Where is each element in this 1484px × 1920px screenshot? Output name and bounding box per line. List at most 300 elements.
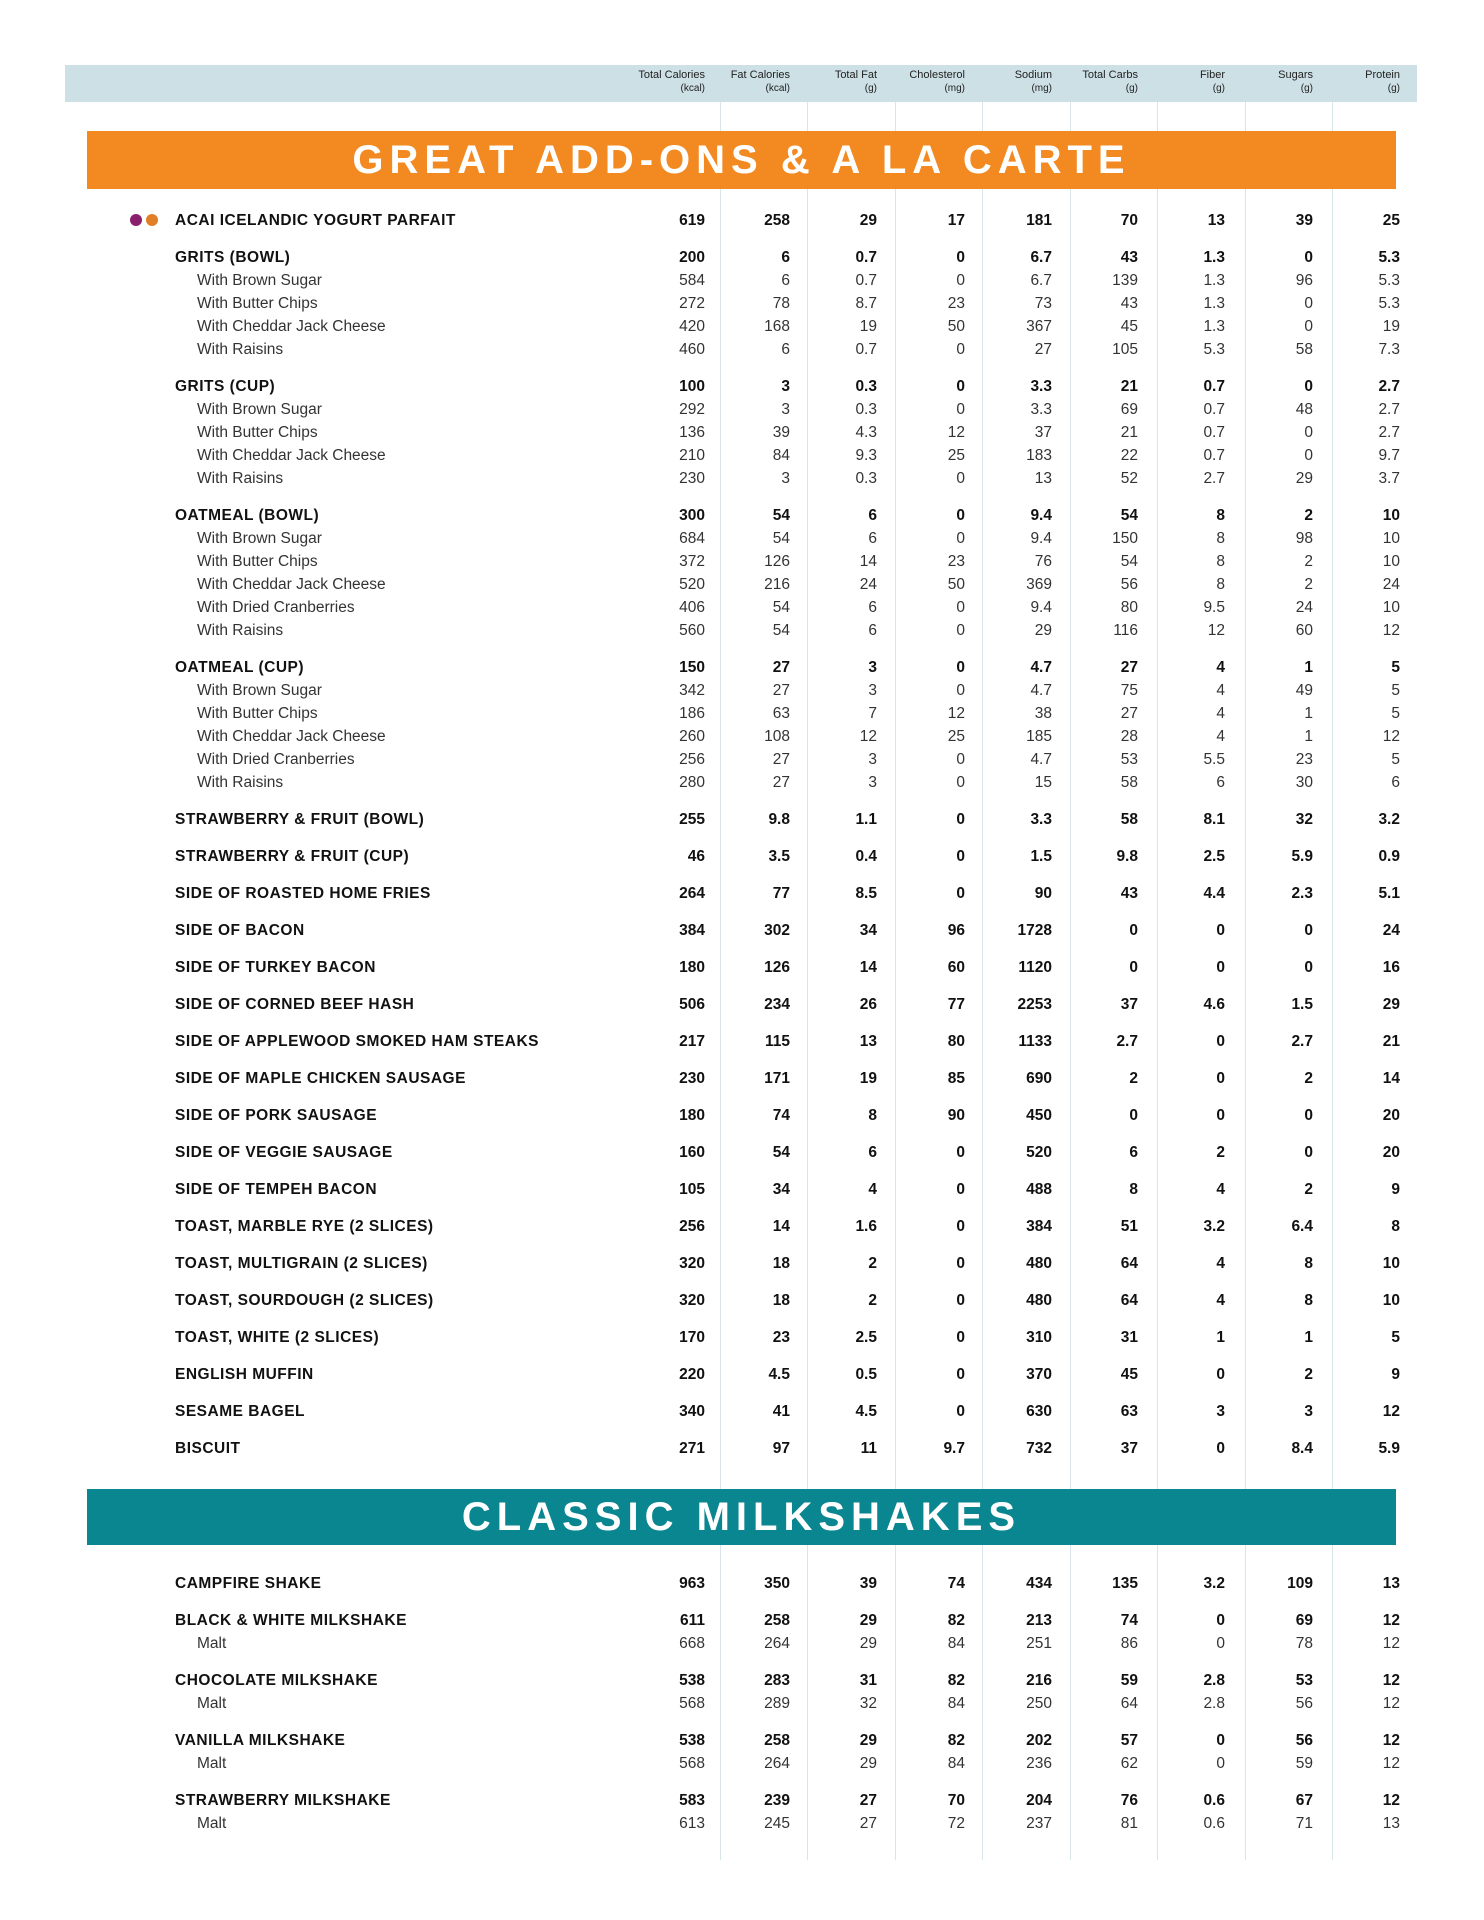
nutrient-value: 2.5 — [855, 1329, 877, 1346]
nutrient-value: 0 — [1216, 1635, 1225, 1652]
nutrient-value: 0 — [956, 599, 965, 616]
nutrient-value: 32 — [859, 1695, 877, 1712]
nutrient-value: 7.3 — [1378, 341, 1400, 358]
nutrient-value: 186 — [679, 705, 705, 722]
nutrient-value: 200 — [679, 249, 705, 266]
nutrient-value: 0 — [956, 659, 965, 676]
nutrient-value: 0 — [1216, 1440, 1225, 1457]
nutrient-value: 1 — [1304, 659, 1313, 676]
nutrient-value: 256 — [679, 1218, 705, 1235]
nutrient-value: 3 — [868, 751, 877, 768]
column-header-unit: (kcal) — [680, 83, 705, 94]
nutrient-value: 139 — [1112, 272, 1138, 289]
nutrient-value: 2 — [1304, 1366, 1313, 1383]
table-subrow — [0, 269, 1484, 292]
nutrient-value: 126 — [764, 553, 790, 570]
item-name: With Cheddar Jack Cheese — [197, 447, 386, 464]
nutrient-value: 21 — [1382, 1033, 1400, 1050]
nutrient-value: 0 — [1304, 249, 1313, 266]
nutrient-value: 5.9 — [1291, 848, 1313, 865]
nutrient-value: 369 — [1026, 576, 1052, 593]
item-name: With Cheddar Jack Cheese — [197, 728, 386, 745]
nutrient-value: 280 — [679, 774, 705, 791]
nutrient-value: 14 — [1382, 1070, 1400, 1087]
item-name: Malt — [197, 1815, 227, 1832]
nutrient-value: 60 — [947, 959, 965, 976]
nutrient-value: 5.3 — [1378, 295, 1400, 312]
table-row — [0, 1572, 1484, 1595]
section-title-add-ons: GREAT ADD-ONS & A LA CARTE — [87, 131, 1396, 189]
table-row — [0, 845, 1484, 868]
nutrient-value: 2.7 — [1203, 470, 1225, 487]
item-name: With Brown Sugar — [197, 272, 322, 289]
nutrient-value: 74 — [947, 1575, 965, 1592]
nutrient-value: 58 — [1120, 774, 1138, 791]
table-row — [0, 1400, 1484, 1423]
column-header — [1125, 69, 1225, 95]
nutrient-value: 310 — [1026, 1329, 1052, 1346]
nutrient-value: 12 — [1382, 1612, 1400, 1629]
nutrient-value: 4.5 — [768, 1366, 790, 1383]
nutrient-value: 0.6 — [1203, 1792, 1225, 1809]
nutrient-value: 4.4 — [1203, 885, 1225, 902]
nutrient-value: 12 — [1382, 1672, 1400, 1689]
nutrient-value: 8 — [1216, 507, 1225, 524]
gluten-free-icon — [146, 214, 158, 226]
column-header — [1038, 69, 1138, 95]
nutrient-value: 6 — [781, 272, 790, 289]
nutrient-value: 85 — [947, 1070, 965, 1087]
nutrient-value: 45 — [1120, 1366, 1138, 1383]
nutrient-value: 27 — [772, 751, 790, 768]
nutrient-value: 234 — [764, 996, 790, 1013]
nutrient-value: 12 — [947, 424, 965, 441]
nutrient-value: 963 — [679, 1575, 705, 1592]
nutrient-value: 3 — [868, 682, 877, 699]
table-subrow — [0, 619, 1484, 642]
table-row — [0, 375, 1484, 398]
nutrient-value: 108 — [764, 728, 790, 745]
nutrient-value: 23 — [947, 295, 965, 312]
nutrient-value: 6 — [1129, 1144, 1138, 1161]
nutrient-value: 0.9 — [1378, 848, 1400, 865]
nutrient-value: 258 — [764, 1732, 790, 1749]
nutrient-value: 0 — [956, 774, 965, 791]
column-header — [690, 69, 790, 95]
table-row — [0, 1363, 1484, 1386]
item-name: SIDE OF APPLEWOOD SMOKED HAM STEAKS — [175, 1033, 539, 1050]
nutrient-value: 0 — [956, 622, 965, 639]
nutrient-value: 583 — [679, 1792, 705, 1809]
nutrient-value: 1728 — [1017, 922, 1052, 939]
nutrient-value: 54 — [772, 622, 790, 639]
table-subrow — [0, 596, 1484, 619]
nutrient-value: 13 — [859, 1033, 877, 1050]
nutrient-value: 80 — [1120, 599, 1138, 616]
nutrient-value: 84 — [947, 1635, 965, 1652]
nutrient-value: 0 — [1304, 1144, 1313, 1161]
nutrient-value: 6 — [1391, 774, 1400, 791]
nutrient-value: 27 — [1120, 659, 1138, 676]
nutrient-value: 58 — [1120, 811, 1138, 828]
nutrient-value: 3 — [1216, 1403, 1225, 1420]
nutrient-value: 300 — [679, 507, 705, 524]
nutrient-value: 5.3 — [1378, 249, 1400, 266]
item-name: With Dried Cranberries — [197, 751, 355, 768]
nutrient-value: 9.7 — [1378, 447, 1400, 464]
nutrient-value: 71 — [1295, 1815, 1313, 1832]
column-header-unit: (mg) — [944, 83, 965, 94]
nutrient-value: 77 — [947, 996, 965, 1013]
nutrient-value: 63 — [1120, 1403, 1138, 1420]
nutrient-value: 23 — [1295, 751, 1313, 768]
column-header-label: Sodium — [1014, 69, 1052, 81]
nutrient-value: 230 — [679, 470, 705, 487]
nutrient-value: 98 — [1295, 530, 1313, 547]
nutrient-value: 520 — [1026, 1144, 1052, 1161]
nutrient-value: 53 — [1295, 1672, 1313, 1689]
nutrient-value: 0 — [956, 848, 965, 865]
nutrient-value: 4 — [1216, 1181, 1225, 1198]
table-row — [0, 209, 1484, 232]
nutrient-value: 1.1 — [855, 811, 877, 828]
nutrient-value: 12 — [1382, 1403, 1400, 1420]
nutrient-value: 150 — [1112, 530, 1138, 547]
nutrient-value: 49 — [1295, 682, 1313, 699]
nutrient-value: 2.8 — [1203, 1695, 1225, 1712]
nutrient-value: 67 — [1295, 1792, 1313, 1809]
column-header-label: Total Fat — [834, 69, 877, 81]
nutrient-value: 7 — [868, 705, 877, 722]
nutrient-value: 84 — [772, 447, 790, 464]
nutrient-value: 29 — [1295, 470, 1313, 487]
nutrient-value: 39 — [859, 1575, 877, 1592]
nutrient-value: 64 — [1120, 1695, 1138, 1712]
table-subrow — [0, 467, 1484, 490]
nutrient-value: 70 — [1120, 212, 1138, 229]
table-subrow — [0, 338, 1484, 361]
nutrient-value: 0 — [956, 1403, 965, 1420]
nutrient-value: 0 — [956, 1144, 965, 1161]
nutrient-value: 12 — [1382, 1635, 1400, 1652]
nutrient-value: 1.6 — [855, 1218, 877, 1235]
nutrient-value: 2.7 — [1378, 401, 1400, 418]
nutrient-value: 0 — [956, 249, 965, 266]
nutrient-value: 16 — [1382, 959, 1400, 976]
nutrient-value: 170 — [679, 1329, 705, 1346]
nutrient-value: 105 — [1112, 341, 1138, 358]
nutrient-value: 12 — [1382, 1732, 1400, 1749]
nutrient-value: 2 — [1304, 576, 1313, 593]
item-name: With Raisins — [197, 622, 284, 639]
nutrient-value: 2.7 — [1378, 424, 1400, 441]
nutrient-value: 37 — [1120, 1440, 1138, 1457]
nutrient-value: 220 — [679, 1366, 705, 1383]
table-row — [0, 1729, 1484, 1752]
nutrient-value: 39 — [772, 424, 790, 441]
nutrient-value: 59 — [1295, 1755, 1313, 1772]
nutrient-value: 4 — [1216, 659, 1225, 676]
nutrient-value: 8.1 — [1203, 811, 1225, 828]
nutrient-value: 6.7 — [1030, 249, 1052, 266]
nutrient-value: 100 — [679, 378, 705, 395]
table-row — [0, 1669, 1484, 1692]
nutrient-value: 74 — [1120, 1612, 1138, 1629]
table-subrow — [0, 679, 1484, 702]
nutrient-value: 283 — [764, 1672, 790, 1689]
nutrient-value: 3.5 — [768, 848, 790, 865]
column-header-unit: (g) — [1212, 83, 1225, 94]
nutrient-value: 6 — [868, 599, 877, 616]
nutrient-value: 12 — [1207, 622, 1225, 639]
nutrient-value: 48 — [1295, 401, 1313, 418]
nutrient-value: 73 — [1034, 295, 1052, 312]
nutrient-value: 613 — [679, 1815, 705, 1832]
nutrient-value: 24 — [1382, 922, 1400, 939]
nutrient-value: 342 — [679, 682, 705, 699]
nutrient-value: 480 — [1026, 1292, 1052, 1309]
nutrient-value: 434 — [1026, 1575, 1052, 1592]
nutrient-value: 6 — [781, 249, 790, 266]
item-name: Malt — [197, 1635, 227, 1652]
nutrient-value: 64 — [1120, 1255, 1138, 1272]
nutrient-value: 51 — [1120, 1218, 1138, 1235]
nutrient-value: 230 — [679, 1070, 705, 1087]
nutrient-value: 256 — [679, 751, 705, 768]
nutrient-value: 54 — [1120, 507, 1138, 524]
nutrient-value: 77 — [772, 885, 790, 902]
nutrient-value: 9 — [1391, 1366, 1400, 1383]
nutrient-value: 25 — [947, 728, 965, 745]
nutrient-value: 180 — [679, 1107, 705, 1124]
item-name: TOAST, SOURDOUGH (2 SLICES) — [175, 1292, 434, 1309]
nutrient-value: 350 — [764, 1575, 790, 1592]
nutrient-value: 3 — [781, 378, 790, 395]
nutrient-value: 0.7 — [1203, 378, 1225, 395]
column-header-label: Fat Calories — [730, 69, 790, 81]
column-header-label: Protein — [1365, 69, 1400, 81]
nutrient-value: 6 — [868, 530, 877, 547]
nutrient-value: 13 — [1382, 1575, 1400, 1592]
nutrient-value: 78 — [1295, 1635, 1313, 1652]
item-name: With Brown Sugar — [197, 530, 322, 547]
item-name: With Raisins — [197, 470, 284, 487]
nutrient-value: 1133 — [1018, 1033, 1052, 1050]
nutrient-value: 217 — [679, 1033, 705, 1050]
nutrient-value: 6.4 — [1291, 1218, 1313, 1235]
nutrient-value: 3 — [781, 401, 790, 418]
nutrient-value: 24 — [859, 576, 877, 593]
item-name: SESAME BAGEL — [175, 1403, 306, 1420]
nutrient-value: 450 — [1026, 1107, 1052, 1124]
nutrient-value: 116 — [1113, 622, 1138, 639]
nutrient-value: 69 — [1120, 401, 1138, 418]
table-subrow — [0, 292, 1484, 315]
nutrient-value: 1 — [1304, 705, 1313, 722]
column-header-label: Sugars — [1278, 69, 1313, 81]
nutrient-value: 54 — [1120, 553, 1138, 570]
nutrient-value: 18 — [772, 1255, 790, 1272]
nutrient-value: 2 — [1304, 507, 1313, 524]
nutrient-value: 10 — [1382, 1292, 1400, 1309]
nutrient-value: 9.4 — [1030, 507, 1052, 524]
nutrient-value: 0 — [956, 401, 965, 418]
column-header-label: Total Carbs — [1082, 69, 1138, 81]
nutrient-value: 43 — [1120, 249, 1138, 266]
table-subrow — [0, 771, 1484, 794]
table-row — [0, 504, 1484, 527]
item-name: SIDE OF TEMPEH BACON — [175, 1181, 378, 1198]
nutrient-value: 136 — [679, 424, 705, 441]
nutrient-value: 538 — [679, 1672, 705, 1689]
table-row — [0, 993, 1484, 1016]
column-header-label: Fiber — [1199, 69, 1225, 81]
nutrient-value: 84 — [947, 1695, 965, 1712]
nutrient-value: 619 — [679, 212, 705, 229]
nutrient-value: 4.5 — [855, 1403, 877, 1420]
table-row — [0, 1067, 1484, 1090]
column-header — [1300, 69, 1400, 95]
nutrient-value: 0 — [1216, 1033, 1225, 1050]
nutrient-value: 340 — [679, 1403, 705, 1420]
nutrient-value: 1.5 — [1030, 848, 1052, 865]
nutrient-value: 29 — [1382, 996, 1400, 1013]
nutrient-value: 0 — [1304, 424, 1313, 441]
nutrient-value: 384 — [1026, 1218, 1052, 1235]
table-row — [0, 919, 1484, 942]
item-name: ENGLISH MUFFIN — [175, 1366, 314, 1383]
nutrient-value: 96 — [947, 922, 965, 939]
nutrient-value: 264 — [764, 1635, 790, 1652]
item-name: OATMEAL (CUP) — [175, 659, 305, 676]
nutrient-value: 8 — [1304, 1255, 1313, 1272]
nutrient-value: 1.3 — [1203, 249, 1225, 266]
item-name: With Raisins — [197, 774, 284, 791]
nutrient-value: 135 — [1112, 1575, 1138, 1592]
nutrient-value: 255 — [679, 811, 705, 828]
nutrient-value: 185 — [1026, 728, 1052, 745]
nutrient-value: 0 — [1304, 922, 1313, 939]
nutrient-value: 0.7 — [855, 272, 877, 289]
nutrient-value: 27 — [1120, 705, 1138, 722]
nutrient-value: 3.3 — [1030, 811, 1052, 828]
nutrient-value: 2.8 — [1203, 1672, 1225, 1689]
nutrient-value: 0 — [956, 1329, 965, 1346]
nutrient-value: 3.7 — [1378, 470, 1400, 487]
nutrient-value: 3.3 — [1030, 378, 1052, 395]
nutrient-value: 3 — [868, 774, 877, 791]
nutrient-value: 4.7 — [1030, 751, 1052, 768]
nutrient-value: 29 — [859, 1732, 877, 1749]
item-name: SIDE OF CORNED BEEF HASH — [175, 996, 415, 1013]
nutrient-value: 420 — [679, 318, 705, 335]
nutrient-value: 183 — [1026, 447, 1052, 464]
nutrient-value: 4 — [1216, 1292, 1225, 1309]
nutrient-value: 13 — [1207, 212, 1225, 229]
nutrient-value: 12 — [1382, 1792, 1400, 1809]
nutrient-value: 8 — [1216, 576, 1225, 593]
nutrient-value: 0 — [1216, 1107, 1225, 1124]
nutrient-value: 10 — [1382, 530, 1400, 547]
nutrient-value: 72 — [947, 1815, 965, 1832]
nutrient-value: 668 — [679, 1635, 705, 1652]
nutrient-value: 2 — [868, 1255, 877, 1272]
nutrient-value: 8.5 — [855, 885, 877, 902]
nutrient-value: 29 — [859, 1612, 877, 1629]
nutrient-value: 271 — [679, 1440, 705, 1457]
nutrient-value: 5.9 — [1378, 1440, 1400, 1457]
nutrient-value: 272 — [679, 295, 705, 312]
table-row — [0, 1215, 1484, 1238]
nutrient-value: 171 — [764, 1070, 790, 1087]
nutrient-value: 0 — [1216, 1732, 1225, 1749]
nutrient-value: 27 — [772, 659, 790, 676]
nutrient-value: 24 — [1382, 576, 1400, 593]
nutrient-value: 568 — [679, 1755, 705, 1772]
nutrient-value: 27 — [772, 774, 790, 791]
nutrient-value: 0.3 — [855, 401, 877, 418]
nutrient-value: 8 — [1216, 553, 1225, 570]
nutrient-value: 204 — [1026, 1792, 1052, 1809]
nutrient-value: 237 — [1026, 1815, 1052, 1832]
nutrient-value: 292 — [679, 401, 705, 418]
nutrient-value: 0 — [1304, 295, 1313, 312]
nutrient-value: 58 — [1295, 341, 1313, 358]
nutrient-value: 1.3 — [1203, 318, 1225, 335]
nutrient-value: 180 — [679, 959, 705, 976]
nutrient-value: 8 — [1391, 1218, 1400, 1235]
item-name: With Cheddar Jack Cheese — [197, 318, 386, 335]
nutrient-value: 62 — [1120, 1755, 1138, 1772]
item-name: OATMEAL (BOWL) — [175, 507, 320, 524]
table-subrow — [0, 1752, 1484, 1775]
nutrient-value: 9 — [1391, 1181, 1400, 1198]
nutrient-value: 90 — [1034, 885, 1052, 902]
item-name: SIDE OF VEGGIE SAUSAGE — [175, 1144, 393, 1161]
item-name: SIDE OF TURKEY BACON — [175, 959, 376, 976]
nutrient-value: 289 — [764, 1695, 790, 1712]
item-name: With Butter Chips — [197, 705, 318, 722]
nutrient-value: 37 — [1034, 424, 1052, 441]
nutrient-value: 0.5 — [855, 1366, 877, 1383]
nutrient-value: 74 — [772, 1107, 790, 1124]
nutrient-value: 59 — [1120, 1672, 1138, 1689]
nutrient-value: 34 — [772, 1181, 790, 1198]
table-subrow — [0, 573, 1484, 596]
nutrient-value: 367 — [1026, 318, 1052, 335]
item-name: With Brown Sugar — [197, 401, 322, 418]
nutrient-value: 5.1 — [1378, 885, 1400, 902]
nutrient-value: 27 — [1034, 341, 1052, 358]
nutrient-value: 2.3 — [1291, 885, 1313, 902]
nutrient-value: 0 — [956, 1255, 965, 1272]
column-header-unit: (g) — [864, 83, 877, 94]
nutrient-value: 52 — [1120, 470, 1138, 487]
nutrient-value: 9.8 — [768, 811, 790, 828]
item-name: With Cheddar Jack Cheese — [197, 576, 386, 593]
item-name: SIDE OF BACON — [175, 922, 305, 939]
nutrient-value: 611 — [679, 1612, 705, 1629]
nutrient-value: 43 — [1120, 885, 1138, 902]
nutrient-value: 1.5 — [1291, 996, 1313, 1013]
nutrient-value: 0.7 — [1203, 424, 1225, 441]
nutrient-value: 560 — [679, 622, 705, 639]
nutrient-value: 1.3 — [1203, 272, 1225, 289]
nutrient-value: 0 — [956, 751, 965, 768]
nutrient-value: 9.5 — [1203, 599, 1225, 616]
item-name: With Butter Chips — [197, 295, 318, 312]
nutrient-value: 320 — [679, 1255, 705, 1272]
